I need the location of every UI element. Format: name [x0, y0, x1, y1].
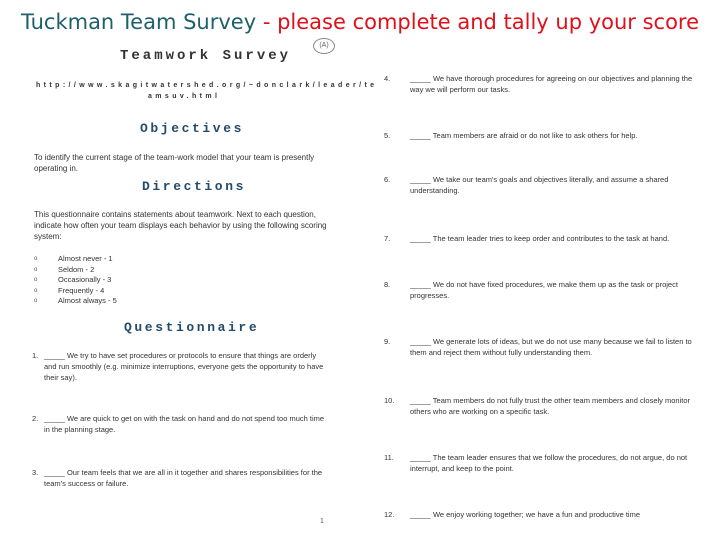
scoring-scale — [34, 254, 234, 307]
source-url-line2: amsuv.html — [148, 93, 221, 100]
scale-item: o Occasionally - 3 — [34, 275, 112, 284]
directions-heading: Directions — [142, 179, 247, 194]
scale-item: o Almost always - 5 — [34, 296, 117, 305]
slide-title-main: Tuckman Team Survey — [20, 10, 263, 34]
source-url-line1: http://www.skagitwatershed.org/~donclark/leader/te — [36, 82, 378, 89]
questionnaire-heading: Questionnaire — [124, 320, 260, 335]
survey-logo: (A) — [313, 38, 335, 54]
scale-item: o Frequently - 4 — [34, 285, 105, 295]
scale-item: o Seldom - 2 — [34, 264, 95, 274]
document-title: Teamwork Survey — [120, 48, 292, 64]
directions-text: This questionnaire contains statements about teamwork. Next to each question, indicate how often your team displays each behavior by using the following scoring system: — [34, 210, 327, 241]
objectives-heading: Objectives — [140, 121, 245, 136]
source-url[interactable] — [36, 80, 378, 102]
slide-title — [0, 10, 720, 34]
slide-title-instruction: - please complete and tally up your score — [262, 10, 700, 34]
objectives-text: To identify the current stage of the team-work model that your team is presently operating in. — [34, 153, 315, 173]
scale-item: o Almost never - 1 — [34, 254, 113, 263]
page-number: 1 — [320, 518, 324, 525]
